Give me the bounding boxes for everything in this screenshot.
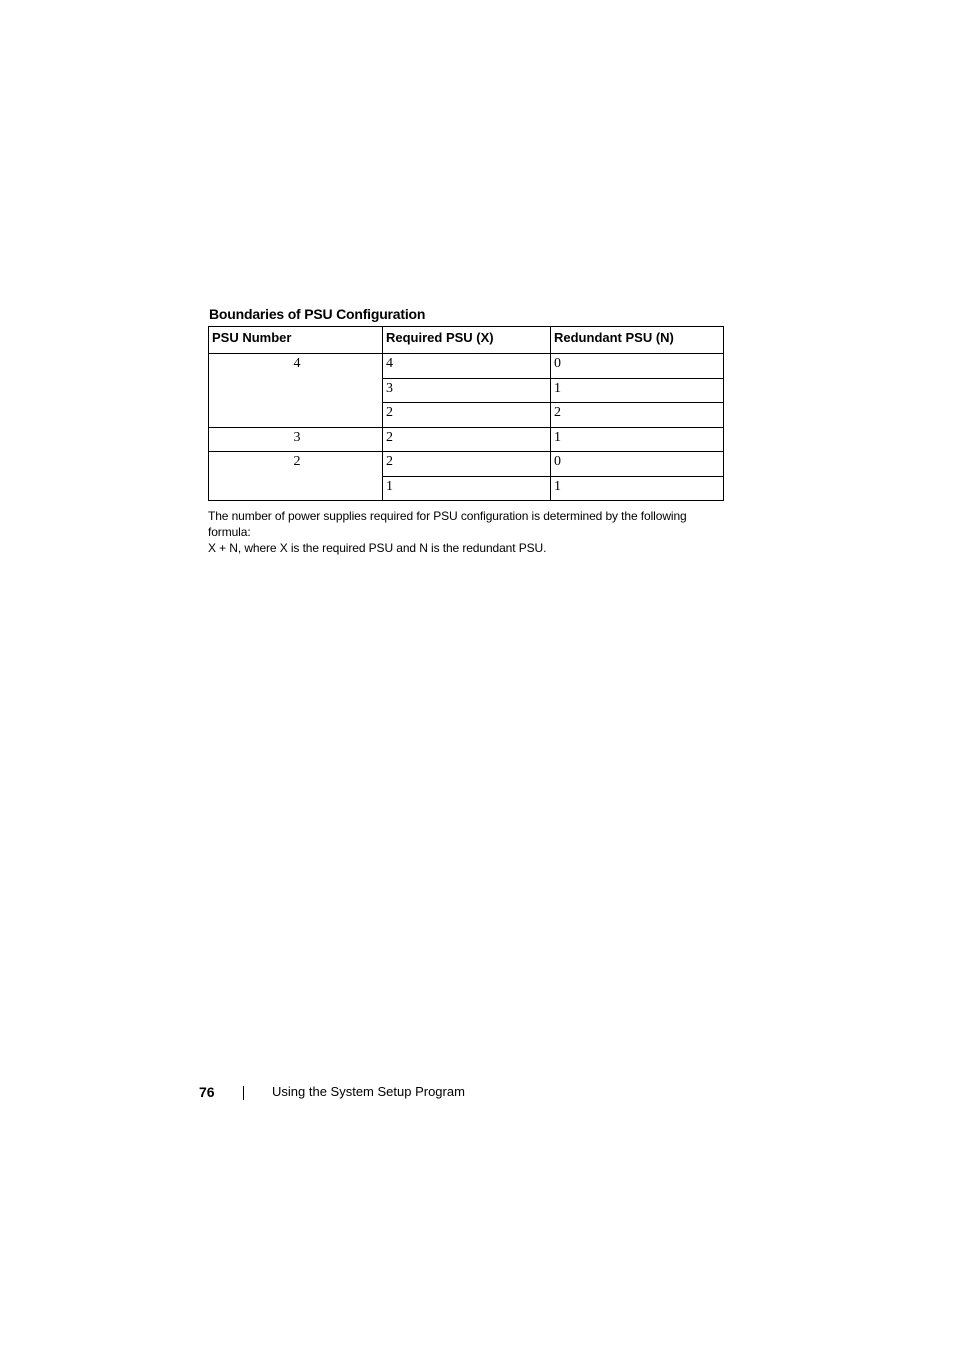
redundant-psu-cell: 1 <box>551 378 724 403</box>
required-psu-cell: 2 <box>383 427 551 452</box>
psu-number-cell: 2 <box>209 452 383 501</box>
table-header-row <box>209 327 724 354</box>
redundant-psu-cell: 1 <box>551 427 724 452</box>
note-line: The number of power supplies required for PSU configuration is determined by the following formula: <box>208 509 687 539</box>
column-header-redundant-psu: Redundant PSU (N) <box>551 327 724 354</box>
redundant-psu-cell: 1 <box>551 476 724 501</box>
footer-separator <box>243 1086 244 1100</box>
table-caption: Boundaries of PSU Configuration <box>209 306 426 322</box>
column-header-psu-number: PSU Number <box>209 327 383 354</box>
table-row <box>209 354 724 379</box>
redundant-psu-cell: 0 <box>551 452 724 477</box>
redundant-psu-cell: 2 <box>551 403 724 428</box>
note-line: X + N, where X is the required PSU and N is the redundant PSU. <box>208 541 547 555</box>
column-header-required-psu: Required PSU (X) <box>383 327 551 354</box>
required-psu-cell: 1 <box>383 476 551 501</box>
table-note <box>208 508 728 556</box>
psu-configuration-table <box>208 326 724 501</box>
page-number: 76 <box>199 1084 215 1100</box>
required-psu-cell: 2 <box>383 403 551 428</box>
redundant-psu-cell: 0 <box>551 354 724 379</box>
required-psu-cell: 3 <box>383 378 551 403</box>
table-row <box>209 452 724 477</box>
required-psu-cell: 4 <box>383 354 551 379</box>
running-title: Using the System Setup Program <box>272 1084 465 1099</box>
psu-number-cell: 4 <box>209 354 383 428</box>
psu-number-cell: 3 <box>209 427 383 452</box>
required-psu-cell: 2 <box>383 452 551 477</box>
table-row <box>209 427 724 452</box>
